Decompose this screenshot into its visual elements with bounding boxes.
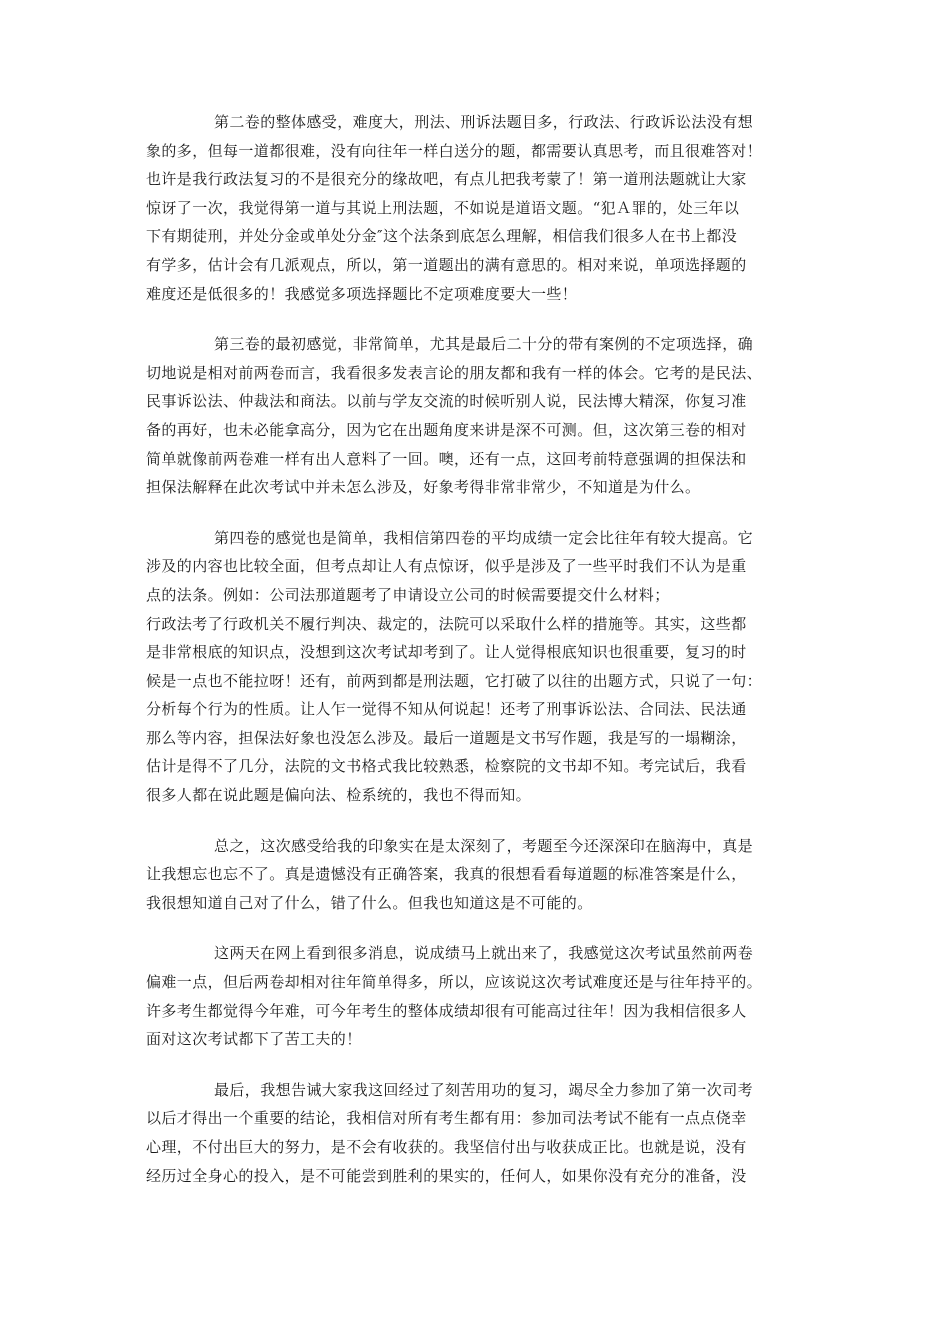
text-line: 这两天在网上看到很多消息，说成绩马上就出来了，我感觉这次考试虽然前两卷 (214, 944, 754, 963)
text-line: 我很想知道自己对了什么，错了什么。但我也知道这是不可能的。 (146, 893, 593, 912)
text-line: 第二卷的整体感受，难度大，刑法、刑诉法题目多，行政法、行政诉讼法没有想 (214, 113, 754, 131)
text-line: 惊讶了一次，我觉得第一道与其说上刑法题，不如说是道语文题。“犯Ａ罪的，处三年以 (146, 198, 740, 217)
text-line: 难度还是低很多的！我感觉多项选择题比不定项难度要大一些！ (146, 284, 578, 303)
text-line: 担保法解释在此次考试中并未怎么涉及，好象考得非常非常少，不知道是为什么。 (146, 478, 701, 497)
paragraph-results-news (146, 939, 806, 1053)
text-line: 备的再好，也未必能拿高分，因为它在出题角度来讲是深不可测。但，这次第三卷的相对 (146, 420, 747, 439)
paragraph-summary (146, 832, 806, 918)
paragraph-volume-four (146, 524, 806, 810)
text-line: 民事诉讼法、仲裁法和商法。以前与学友交流的时候听别人说，民法博大精深，你复习准 (146, 392, 747, 411)
text-line: 分析每个行为的性质。让人乍一觉得不知从何说起！还考了刑事诉讼法、合同法、民法通 (146, 700, 747, 719)
text-line: 也许是我行政法复习的不是很充分的缘故吧，有点儿把我考蒙了！第一道刑法题就让大家 (146, 170, 747, 189)
text-line: 有学多，估计会有几派观点，所以，第一道题出的满有意思的。相对来说，单项选择题的 (146, 255, 747, 274)
text-line: 候是一点也不能拉呀！还有，前两到都是刑法题，它打破了以往的出题方式，只说了一句： (146, 671, 763, 690)
paragraph-conclusion (146, 1076, 806, 1190)
text-line: 第三卷的最初感觉，非常简单，尤其是最后二十分的带有案例的不定项选择，确 (214, 335, 754, 354)
text-line: 象的多，但每一道都很难，没有向往年一样白送分的题，都需要认真思考，而且很难答对！ (146, 141, 763, 160)
text-line: 偏难一点，但后两卷却相对往年简单得多，所以，应该说这次考试难度还是与往年持平的。 (146, 973, 763, 992)
text-line: 最后，我想告诫大家我这回经过了刻苦用功的复习，竭尽全力参加了第一次司考 (214, 1080, 754, 1099)
text-line: 行政法考了行政机关不履行判决、裁定的，法院可以采取什么样的措施等。其实，这些都 (146, 614, 747, 633)
paragraph-volume-two (146, 108, 806, 308)
text-line: 很多人都在说此题是偏向法、检系统的，我也不得而知。 (146, 786, 532, 805)
text-line: 那么等内容，担保法好象也没怎么涉及。最后一道题是文书写作题，我是写的一塌糊涂， (146, 728, 747, 747)
text-line: 涉及的内容也比较全面，但考点却让人有点惊讶，似乎是涉及了一些平时我们不认为是重 (146, 557, 747, 576)
text-line: 是非常根底的知识点，没想到这次考试却考到了。让人觉得根底知识也很重要，复习的时 (146, 643, 747, 662)
text-line: 估计是得不了几分，法院的文书格式我比较熟悉，检察院的文书却不知。考完试后，我看 (146, 757, 747, 776)
text-line: 下有期徒刑，并处分金或单处分金″这个法条到底怎么理解，相信我们很多人在书上都没 (146, 227, 738, 246)
text-line: 总之，这次感受给我的印象实在是太深刻了，考题至今还深深印在脑海中，真是 (214, 836, 754, 855)
text-line: 点的法条。例如：公司法那道题考了申请设立公司的时候需要提交什么材料； (146, 585, 670, 604)
text-line: 第四卷的感觉也是简单，我相信第四卷的平均成绩一定会比往年有较大提高。它 (214, 528, 754, 547)
text-line: 许多考生都觉得今年难，可今年考生的整体成绩却很有可能高过往年！因为我相信很多人 (146, 1001, 747, 1020)
text-line: 让我想忘也忘不了。真是遗憾没有正确答案，我真的很想看看每道题的标准答案是什么， (146, 865, 747, 884)
paragraph-volume-three (146, 330, 806, 502)
text-line: 切地说是相对前两卷而言，我看很多发表言论的朋友都和我有一样的体会。它考的是民法、 (146, 363, 763, 382)
text-line: 以后才得出一个重要的结论，我相信对所有考生都有用：参加司法考试不能有一点点侥幸 (146, 1109, 747, 1128)
document-page (146, 108, 806, 1212)
text-line: 简单就像前两卷难一样有出人意料了一回。噢，还有一点，这回考前特意强调的担保法和 (146, 449, 747, 468)
text-line: 面对这次考试都下了苦工夫的！ (146, 1030, 362, 1049)
text-line: 心理，不付出巨大的努力，是不会有收获的。我坚信付出与收获成正比。也就是说，没有 (146, 1138, 747, 1156)
text-line: 经历过全身心的投入，是不可能尝到胜利的果实的，任何人，如果你没有充分的准备，没 (146, 1166, 747, 1185)
